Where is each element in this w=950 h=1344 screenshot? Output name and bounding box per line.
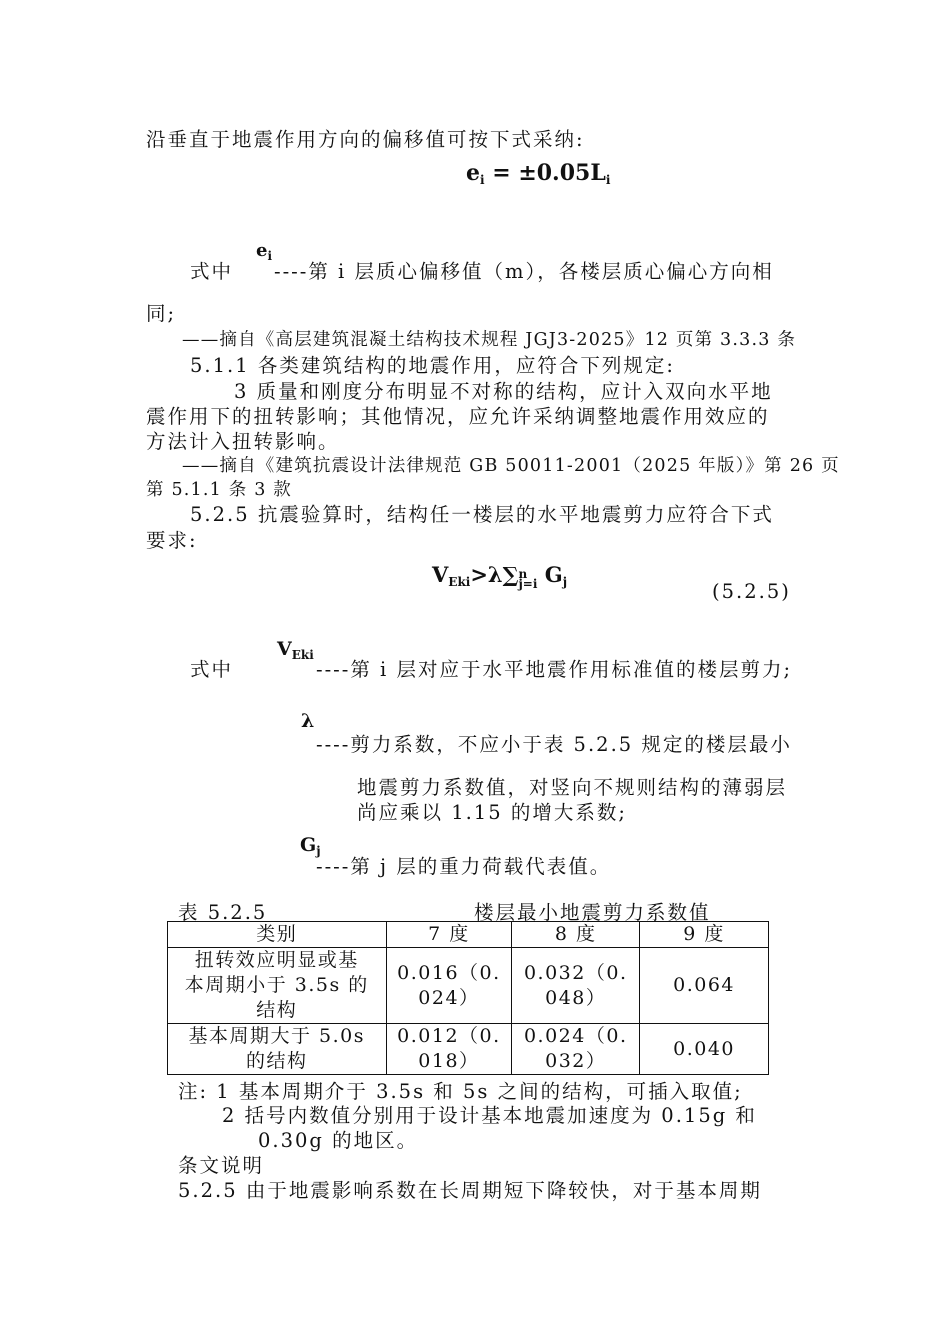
formula2-op: >λ∑ <box>470 562 519 587</box>
formula1-lhs: e <box>466 160 480 186</box>
formula2-v: V <box>432 562 449 587</box>
table-cell-7deg <box>386 1024 512 1075</box>
cell-line: 结构 <box>256 999 298 1021</box>
table-note-1: 注: 1 基本周期介于 3.5s 和 5s 之间的结构，可插入取值; <box>178 1080 743 1103</box>
table-number: 表 5.2.5 <box>178 901 268 924</box>
offset-formula <box>466 160 610 187</box>
def2-v-symbol <box>277 638 314 662</box>
formula2-g-sub: j <box>562 575 568 589</box>
def1-sym-sub: i <box>267 249 273 263</box>
formula1-eq: = ±0.05L <box>484 160 606 186</box>
def1-symbol <box>256 240 272 263</box>
def1-text: ----第 i 层质心偏移值（m），各楼层质心偏心方向相 <box>274 260 774 283</box>
table-header: 类别 <box>168 922 387 948</box>
cell-line: 0.012（0. <box>397 1025 501 1047</box>
clause-511-head: 5.1.1 各类建筑结构的地震作用，应符合下列规定: <box>190 354 675 377</box>
table-cell-7deg <box>386 948 512 1024</box>
cell-line: 0.032（0. <box>523 961 628 984</box>
cell-line: 048） <box>545 986 607 1009</box>
def1-lead: 式中 <box>190 260 234 283</box>
def2-lambda-line3: 尚应乘以 1.15 的增大系数; <box>357 801 627 824</box>
citation-gb50011-line2: 第 5.1.1 条 3 款 <box>146 480 293 500</box>
def2-g-sub: j <box>316 844 321 858</box>
citation-jgj3: ——摘自《高层建筑混凝土结构技术规程 JGJ3-2025》12 页第 3.3.3 条 <box>182 330 797 350</box>
table-note-2: 2 括号内数值分别用于设计基本地震加速度为 0.15g 和 <box>222 1104 757 1127</box>
formula2-number: (5.2.5) <box>712 580 791 603</box>
cell-line: 0.024（0. <box>523 1025 628 1047</box>
table-cell-9deg: 0.064 <box>640 948 769 1024</box>
table-cell-9deg: 0.040 <box>640 1024 769 1075</box>
table-row <box>168 948 769 1024</box>
clause-511-line1: 3 质量和刚度分布明显不对称的结构，应计入双向水平地 <box>234 380 773 403</box>
cell-line: 032） <box>545 1050 607 1072</box>
table-header: 9 度 <box>640 922 769 948</box>
table-title: 楼层最小地震剪力系数值 <box>474 901 711 924</box>
seismic-shear-table <box>167 921 769 1075</box>
table-row <box>168 1024 769 1075</box>
clause-525-line1: 5.2.5 抗震验算时，结构任一楼层的水平地震剪力应符合下式 <box>190 503 774 526</box>
def2-v-sub: Eki <box>291 648 314 662</box>
formula2-sum-sup: n <box>518 567 528 581</box>
cell-line: 0.016（0. <box>397 961 501 984</box>
cell-line: 本周期小于 3.5s 的 <box>184 974 369 996</box>
table-header: 8 度 <box>512 922 640 948</box>
formula1-rhs-sub: i <box>605 173 611 187</box>
cell-line: 018） <box>418 1050 480 1072</box>
formula2-g: G <box>544 562 563 587</box>
intro-line: 沿垂直于地震作用方向的偏移值可按下式采纳: <box>146 128 585 151</box>
def2-v-sym: V <box>277 638 292 660</box>
clause-511-line3: 方法计入扭转影响。 <box>146 430 340 453</box>
cell-line: 扭转效应明显或基 <box>194 949 359 971</box>
citation-gb50011-line1: ——摘自《建筑抗震设计法律规范 GB 50011-2001（2025 年版）》第 26 页 <box>182 456 840 476</box>
cell-line: 基本周期大于 5.0s <box>188 1025 365 1047</box>
def2-g-text: ----第 j 层的重力荷载代表值。 <box>316 855 612 878</box>
def2-lead: 式中 <box>190 658 234 681</box>
table-cell-8deg <box>512 1024 640 1075</box>
shear-formula <box>432 562 567 589</box>
cell-line: 的结构 <box>245 1050 308 1072</box>
table-header-row <box>168 922 769 948</box>
def2-lambda-text: ----剪力系数，不应小于表 5.2.5 规定的楼层最小 <box>316 733 792 756</box>
def2-v-text: ----第 i 层对应于水平地震作用标准值的楼层剪力; <box>316 658 793 681</box>
def2-g-sym: G <box>300 834 317 856</box>
cell-line: 024） <box>418 986 480 1009</box>
explanation-title: 条文说明 <box>178 1154 265 1177</box>
def1-cont: 同; <box>146 302 177 325</box>
table-header: 7 度 <box>386 922 512 948</box>
table-cell-category <box>168 1024 387 1075</box>
formula2-sum-sub: j=i <box>518 577 538 591</box>
formula1-lhs-sub: i <box>480 173 485 187</box>
clause-525-line2: 要求: <box>146 529 198 552</box>
table-cell-8deg <box>512 948 640 1024</box>
table-cell-category <box>168 948 387 1024</box>
def2-lambda-line2: 地震剪力系数值，对竖向不规则结构的薄弱层 <box>357 776 788 799</box>
def1-sym: e <box>256 240 268 261</box>
table-note-2-cont: 0.30g 的地区。 <box>258 1129 419 1152</box>
formula2-v-sub: Eki <box>448 575 471 589</box>
explanation-text: 5.2.5 由于地震影响系数在长周期短下降较快，对于基本周期 <box>178 1179 762 1202</box>
def2-lambda-sym: λ <box>301 710 315 732</box>
clause-511-line2: 震作用下的扭转影响；其他情况，应允许采纳调整地震作用效应的 <box>146 405 770 428</box>
